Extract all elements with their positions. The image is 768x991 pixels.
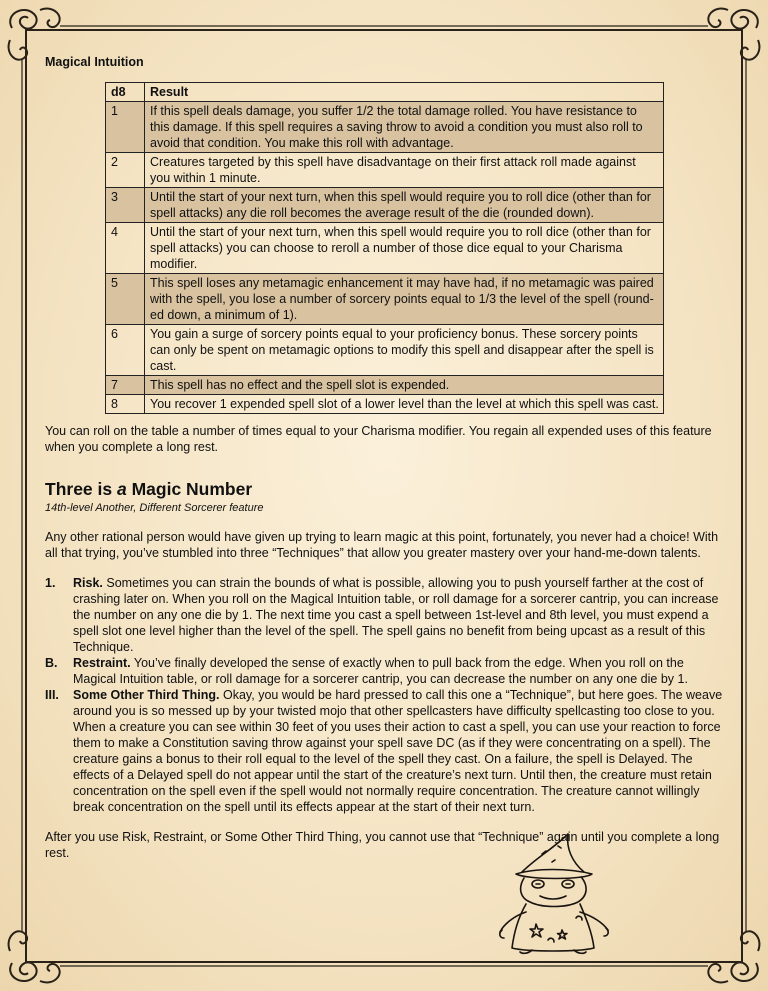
section-label: Magical Intuition <box>45 55 144 69</box>
table-followup-text: You can roll on the table a number of times equal to your Charisma modifier. You regain all expended uses of this feature when you complete a long rest. <box>45 424 712 454</box>
technique-body <box>73 575 723 655</box>
feature-title-italic: a <box>116 479 127 499</box>
feature-closing: After you use Risk, Restraint, or Some Other Third Thing, you cannot use that “Technique” again until you complete a long rest. <box>45 830 720 860</box>
table-row <box>106 325 664 376</box>
table-cell-roll: 4 <box>106 223 145 274</box>
list-item <box>45 575 723 655</box>
table-cell-roll: 1 <box>106 102 145 153</box>
feature-title-pre: Three is <box>45 479 117 499</box>
table-row <box>106 395 664 414</box>
technique-text: Sometimes you can strain the bounds of what is possible, allowing you to push yourself farther at the cost of crashing later on. When you roll on the Magical Intuition table, or roll damage for a sorcerer cantrip, you can increase the number on any one die by 1. The next time you cast a spell between 1st-level and 8th level, you must expend a spell slot one level higher than the level of the spell. The spell gains no benefit from being upcast as a result of this Technique. <box>73 576 719 654</box>
table-cell-result: This spell has no effect and the spell slot is expended. <box>145 376 664 395</box>
table-cell-result: Until the start of your next turn, when this spell would require you to roll dice (other than for spell attacks) any die roll becomes the average result of the die (rounded down). <box>145 188 664 223</box>
table-row <box>106 274 664 325</box>
list-marker: 1. <box>45 576 56 590</box>
corner-ornament-top-right-icon <box>708 9 759 60</box>
table-cell-roll: 5 <box>106 274 145 325</box>
table-cell-result: You recover 1 expended spell slot of a lower level than the level at which this spell was cast. <box>145 395 664 414</box>
feature-subtitle: 14th-level Another, Different Sorcerer feature <box>45 502 264 514</box>
table-row <box>106 223 664 274</box>
table-row <box>106 188 664 223</box>
technique-name: Risk. <box>73 576 103 590</box>
table-cell-roll: 2 <box>106 153 145 188</box>
table-cell-roll: 8 <box>106 395 145 414</box>
corner-ornament-top-left-icon <box>9 9 60 60</box>
table-cell-result: You gain a surge of sorcery points equal to your proficiency bonus. These sorcery points can only be spent on metamagic options to modify this spell and disappear after the spell is cast. <box>145 325 664 376</box>
table-cell-result: Until the start of your next turn, when this spell would require you to roll dice (other than for spell attacks) you can choose to reroll a number of those dice equal to your Charisma modifier. <box>145 223 664 274</box>
table-cell-roll: 6 <box>106 325 145 376</box>
list-marker: III. <box>45 688 59 702</box>
magical-intuition-table <box>105 82 664 414</box>
technique-list <box>45 575 723 815</box>
technique-text: Okay, you would be hard pressed to call this one a “Technique”, but here goes. The weave around you is so messed up by your twisted mojo that other spellcasters have difficulty spellcasting too close to you. When a creature you can see within 30 feet of you uses their action to cast a spell, you can use your reaction to force them to make a Constitution saving throw against your spell save DC (as if they were concentrating on a spell). The creature gains a bonus to their roll equal to the level of the spell they cast. On a failure, the spell is Delayed. The effects of a Delayed spell do not appear until the start of the creature’s next turn. Until then, the creature must retain concentration on the spell even if the spell would not normally require concentration. The creature cannot willingly break concentration on the spell until its effects appear at the start of their next turn. <box>73 688 723 814</box>
table-cell-roll: 7 <box>106 376 145 395</box>
table-row <box>106 153 664 188</box>
table-row <box>106 102 664 153</box>
technique-name: Some Other Third Thing. <box>73 688 220 702</box>
table-cell-result: Creatures targeted by this spell have disadvantage on their first attack roll made against you within 1 minute. <box>145 153 664 188</box>
table-cell-result: This spell loses any metamagic enhancement it may have had, if no metamagic was paired with the spell, you lose a number of sorcery points equal to 1/3 the level of the spell (round-ed down, a minimum of 1). <box>145 274 664 325</box>
feature-intro: Any other rational person would have given up trying to learn magic at this point, fortunately, you never had a choice! With all that trying, you’ve stumbled into three “Techniques” that allow you greater mastery over your hand-me-down talents. <box>45 530 719 560</box>
technique-text: You’ve finally developed the sense of exactly when to pull back from the edge. When you roll on the Magical Intuition table, or roll damage for a sorcerer cantrip, you can decrease the number on any one die by 1. <box>73 656 688 686</box>
table-header-row <box>106 83 664 102</box>
corner-ornament-bottom-left-icon <box>9 931 60 982</box>
corner-ornament-bottom-right-icon <box>708 931 759 982</box>
page-content <box>45 54 723 861</box>
table-header-result: Result <box>145 83 664 102</box>
feature-title-post: Magic Number <box>126 479 253 499</box>
table-row <box>106 376 664 395</box>
feature-title <box>45 479 723 499</box>
technique-body <box>73 687 723 815</box>
technique-body <box>73 655 723 687</box>
table-cell-roll: 3 <box>106 188 145 223</box>
table-cell-result: If this spell deals damage, you suffer 1/2 the total damage rolled. You have resistance to this damage. If this spell requires a saving throw to avoid a condition you must also roll to avoid that condition. You make this roll with advantage. <box>145 102 664 153</box>
technique-name: Restraint. <box>73 656 131 670</box>
list-marker: B. <box>45 656 58 670</box>
list-item <box>45 687 723 815</box>
frog-wizard-illustration <box>492 832 618 958</box>
list-item <box>45 655 723 687</box>
table-header-d8: d8 <box>106 83 145 102</box>
